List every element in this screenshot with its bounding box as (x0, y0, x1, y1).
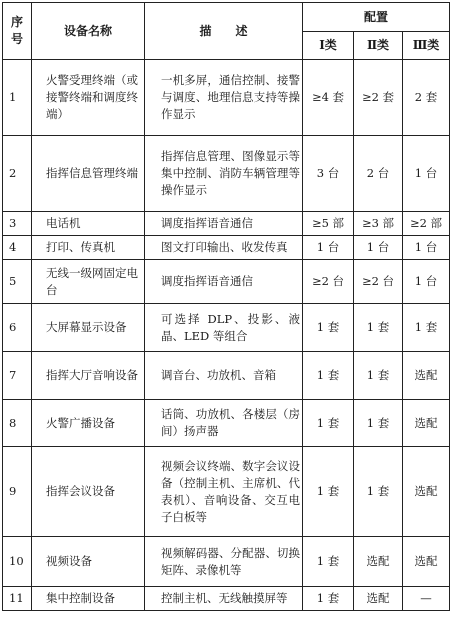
row-description: 调度指挥语音通信 (145, 212, 303, 236)
row-index: 5 (3, 260, 32, 304)
row-class1: 1 套 (303, 587, 354, 611)
row-class2: 1 套 (354, 400, 403, 447)
row-name: 指挥会议设备 (32, 447, 145, 537)
table-row (3, 304, 450, 352)
row-index: 6 (3, 304, 32, 352)
row-class1: 1 套 (303, 304, 354, 352)
row-description: 一机多屏，通信控制、接警与调度、地理信息支持等操作显示 (145, 60, 303, 136)
header-name: 设备名称 (32, 3, 145, 60)
row-class2: ≥3 部 (354, 212, 403, 236)
row-class3: 选配 (403, 447, 450, 537)
row-name: 视频设备 (32, 537, 145, 587)
row-class3: — (403, 587, 450, 611)
row-class3: ≥2 部 (403, 212, 450, 236)
row-name: 集中控制设备 (32, 587, 145, 611)
row-index: 8 (3, 400, 32, 447)
table-header (3, 3, 450, 60)
table-row (3, 537, 450, 587)
row-class2: ≥2 台 (354, 260, 403, 304)
row-class2: 1 套 (354, 304, 403, 352)
header-description: 描 述 (145, 3, 303, 60)
row-class1: 1 套 (303, 400, 354, 447)
row-description: 图文打印输出、收发传真 (145, 236, 303, 260)
header-class1: Ⅰ类 (303, 32, 354, 60)
row-class1: 1 台 (303, 236, 354, 260)
table-row (3, 352, 450, 400)
table-row (3, 260, 450, 304)
row-index: 10 (3, 537, 32, 587)
row-description: 指挥信息管理、图像显示等集中控制、消防车辆管理等操作显示 (145, 136, 303, 212)
row-class1: 1 套 (303, 447, 354, 537)
row-index: 1 (3, 60, 32, 136)
row-class2: 选配 (354, 537, 403, 587)
row-class2: 1 台 (354, 236, 403, 260)
row-class1: 3 台 (303, 136, 354, 212)
row-description: 调音台、功放机、音箱 (145, 352, 303, 400)
row-description: 视频解码器、分配器、切换矩阵、录像机等 (145, 537, 303, 587)
table-row (3, 136, 450, 212)
header-config: 配置 (303, 3, 450, 32)
row-name: 打印、传真机 (32, 236, 145, 260)
row-class2: 2 台 (354, 136, 403, 212)
row-class2: 1 套 (354, 352, 403, 400)
row-class3: 1 台 (403, 236, 450, 260)
row-class2: ≥2 套 (354, 60, 403, 136)
row-description: 可选择 DLP、投影、液晶、LED 等组合 (145, 304, 303, 352)
row-class1: ≥4 套 (303, 60, 354, 136)
table-row (3, 236, 450, 260)
row-name: 指挥大厅音响设备 (32, 352, 145, 400)
row-index: 11 (3, 587, 32, 611)
row-name: 大屏幕显示设备 (32, 304, 145, 352)
equipment-table (2, 2, 450, 611)
row-class3: 选配 (403, 352, 450, 400)
row-class3: 1 台 (403, 136, 450, 212)
row-class1: ≥5 部 (303, 212, 354, 236)
table-row (3, 447, 450, 537)
row-class3: 选配 (403, 400, 450, 447)
row-name: 电话机 (32, 212, 145, 236)
table-row (3, 400, 450, 447)
table-body (3, 60, 450, 611)
header-index: 序号 (3, 3, 32, 60)
row-class1: 1 套 (303, 352, 354, 400)
row-index: 3 (3, 212, 32, 236)
row-class3: 选配 (403, 537, 450, 587)
row-class2: 选配 (354, 587, 403, 611)
row-class3: 2 套 (403, 60, 450, 136)
row-name: 指挥信息管理终端 (32, 136, 145, 212)
row-class1: ≥2 台 (303, 260, 354, 304)
header-class2: Ⅱ类 (354, 32, 403, 60)
table-row (3, 587, 450, 611)
row-name: 火警受理终端（或接警终端和调度终端） (32, 60, 145, 136)
row-class3: 1 台 (403, 260, 450, 304)
header-class3: Ⅲ类 (403, 32, 450, 60)
row-index: 7 (3, 352, 32, 400)
row-description: 话筒、功放机、各楼层（房间）扬声器 (145, 400, 303, 447)
row-index: 2 (3, 136, 32, 212)
row-index: 4 (3, 236, 32, 260)
row-description: 视频会议终端、数字会议设备（控制主机、主席机、代表机）、音响设备、交互电子白板等 (145, 447, 303, 537)
row-description: 调度指挥语音通信 (145, 260, 303, 304)
table-row (3, 60, 450, 136)
row-class2: 1 套 (354, 447, 403, 537)
row-description: 控制主机、无线触摸屏等 (145, 587, 303, 611)
row-name: 火警广播设备 (32, 400, 145, 447)
row-index: 9 (3, 447, 32, 537)
table-row (3, 212, 450, 236)
header-row (3, 3, 450, 32)
row-class1: 1 套 (303, 537, 354, 587)
row-name: 无线一级网固定电台 (32, 260, 145, 304)
row-class3: 1 套 (403, 304, 450, 352)
